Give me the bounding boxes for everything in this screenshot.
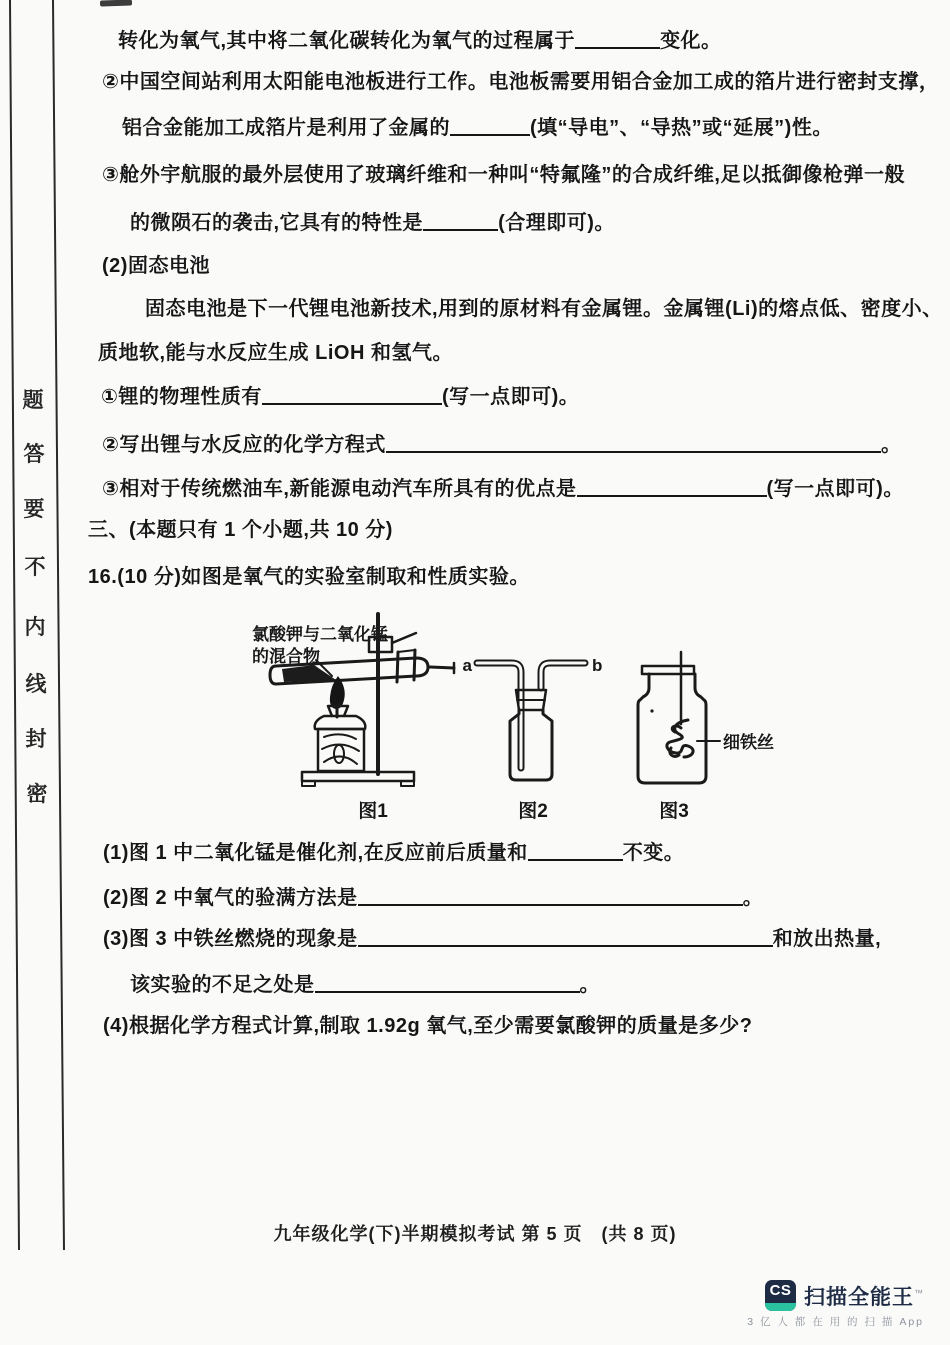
line-text: (4)根据化学方程式计算,制取 1.92g 氧气,至少需要氯酸钾的质量是多少? xyxy=(103,1015,753,1037)
answer-blank xyxy=(386,437,881,453)
seal-char: 要 xyxy=(23,498,45,521)
question-line xyxy=(103,885,763,911)
line-text: (2)固态电池 xyxy=(102,255,210,277)
fig2-tube-b-label: b xyxy=(592,656,603,675)
answer-blank xyxy=(262,389,442,405)
line-text: ②写出锂与水反应的化学方程式 xyxy=(102,434,386,456)
seal-char: 封 xyxy=(25,728,47,751)
footer-text: 九年级化学(下)半期模拟考试 第 5 页 (共 8 页) xyxy=(273,1224,677,1244)
page-footer xyxy=(0,1220,950,1246)
question-line xyxy=(102,162,905,188)
answer-blank xyxy=(450,120,530,136)
line-text: 不变。 xyxy=(622,842,685,864)
tube-b-outline xyxy=(541,663,585,688)
fig3-annotation: 细铁丝 xyxy=(723,733,774,752)
question-line xyxy=(118,28,722,54)
fig1-apparatus xyxy=(252,614,454,822)
line-text: 的微陨石的袭击,它具有的特性是 xyxy=(130,212,424,234)
question-line xyxy=(122,115,833,141)
iron-wire-coil xyxy=(667,720,693,757)
stand-foot xyxy=(401,781,414,786)
alcohol-lamp-body xyxy=(315,716,366,729)
line-text: 。 xyxy=(742,887,764,909)
tube-a-outline xyxy=(477,663,521,768)
question-line xyxy=(102,476,904,502)
answer-blank xyxy=(575,33,660,49)
seal-char: 答 xyxy=(23,443,45,466)
line-text: (填“导电”、“导热”或“延展”)性。 xyxy=(530,117,833,139)
line-text: 和放出热量, xyxy=(772,928,882,950)
line-text: 转化为氧气,其中将二氧化碳转化为氧气的过程属于 xyxy=(118,30,576,52)
question-16-stem xyxy=(88,564,530,590)
stand-base xyxy=(302,772,414,781)
fig2-caption: 图2 xyxy=(518,801,548,822)
line-text: 该实验的不足之处是 xyxy=(130,974,315,996)
line-text: (写一点即可)。 xyxy=(766,478,904,500)
fig1-caption: 图1 xyxy=(358,801,388,822)
experiment-figure xyxy=(240,608,800,831)
fig3-caption: 图3 xyxy=(659,801,689,822)
line-text: 。 xyxy=(579,974,600,996)
clamp-screw xyxy=(430,667,454,668)
answer-blank xyxy=(423,215,498,231)
line-text: 16.(10 分)如图是氧气的实验室制取和性质实验。 xyxy=(88,566,530,588)
question-line xyxy=(102,253,210,279)
reactant-mixture xyxy=(282,665,336,682)
question-line xyxy=(102,432,901,458)
fig2-apparatus xyxy=(463,656,603,822)
seal-char: 线 xyxy=(25,673,47,696)
question-line xyxy=(130,972,600,998)
line-text: 固态电池是下一代锂电池新技术,用到的原材料有金属锂。金属锂(Li)的熔点低、密度小、 xyxy=(145,298,943,320)
answer-blank xyxy=(528,845,623,861)
answer-blank xyxy=(358,931,773,947)
seal-char: 密 xyxy=(26,783,48,806)
seal-char: 内 xyxy=(24,616,46,639)
tube-a-bore xyxy=(477,663,521,768)
fig2-tube-a-label: a xyxy=(462,656,472,675)
gas-bottle xyxy=(510,710,552,780)
fig1-annotation-line1: 氯酸钾与二氧化锰 xyxy=(252,625,388,644)
answer-blank xyxy=(315,977,580,993)
scan-artifact xyxy=(100,0,132,7)
cs-icon-teal-bar xyxy=(765,1303,796,1311)
line-text: ③舱外宇航服的最外层使用了玻璃纤维和一种叫“特氟隆”的合成纤维,足以抵御像枪弹一般 xyxy=(102,164,905,186)
camscanner-brand-name xyxy=(804,1281,924,1311)
stand-foot xyxy=(302,781,315,786)
clamp-handle xyxy=(392,633,416,643)
camscanner-tagline: 3 亿 人 都 在 用 的 扫 描 App xyxy=(747,1316,924,1328)
line-text: (合理即可)。 xyxy=(498,212,615,234)
question-line xyxy=(98,340,453,366)
question-line xyxy=(130,210,615,236)
fig1-annotation-line2: 的混合物 xyxy=(252,647,320,666)
clamp-bridge xyxy=(398,650,415,652)
line-text: 三、(本题只有 1 个小题,共 10 分) xyxy=(88,519,393,541)
line-text: 变化。 xyxy=(660,30,722,52)
seal-char: 题 xyxy=(22,389,44,412)
question-line xyxy=(102,69,939,95)
seal-char: 不 xyxy=(24,556,46,579)
line-text: (写一点即可)。 xyxy=(441,386,580,408)
section-heading xyxy=(88,517,393,543)
experiment-figure-svg xyxy=(240,608,800,826)
line-text: ②中国空间站利用太阳能电池板进行工作。电池板需要用铝合金加工成的箔片进行密封支撑， xyxy=(102,71,940,93)
cs-icon-letters: CS xyxy=(769,1282,792,1299)
question-line xyxy=(101,384,579,410)
line-text: (3)图 3 中铁丝燃烧的现象是 xyxy=(103,928,358,950)
line-text: (1)图 1 中二氧化锰是催化剂,在反应前后质量和 xyxy=(103,842,528,864)
watermark-row xyxy=(765,1280,924,1311)
wood-grain xyxy=(324,734,356,739)
fig3-apparatus xyxy=(638,652,774,822)
line-text: 。 xyxy=(880,434,902,456)
line-text: ③相对于传统燃油车,新能源电动汽车所具有的优点是 xyxy=(102,478,577,500)
answer-blank xyxy=(358,890,743,906)
question-line xyxy=(103,1013,753,1039)
camscanner-app-icon xyxy=(765,1280,796,1311)
line-text: ①锂的物理性质有 xyxy=(101,386,262,408)
line-text: 质地软,能与水反应生成 LiOH 和氢气。 xyxy=(98,342,453,364)
question-line xyxy=(103,840,684,866)
line-text: (2)图 2 中氧气的验满方法是 xyxy=(103,887,358,909)
question-line xyxy=(103,926,881,952)
trademark-symbol: ™ xyxy=(914,1287,924,1298)
line-text: 铝合金能加工成箔片是利用了金属的 xyxy=(122,117,450,139)
wood-knot xyxy=(334,745,344,763)
question-line xyxy=(145,296,943,322)
spark-dot xyxy=(650,709,653,712)
brand-text: 扫描全能王 xyxy=(804,1285,914,1309)
camscanner-watermark xyxy=(747,1280,924,1329)
answer-blank xyxy=(577,481,767,497)
